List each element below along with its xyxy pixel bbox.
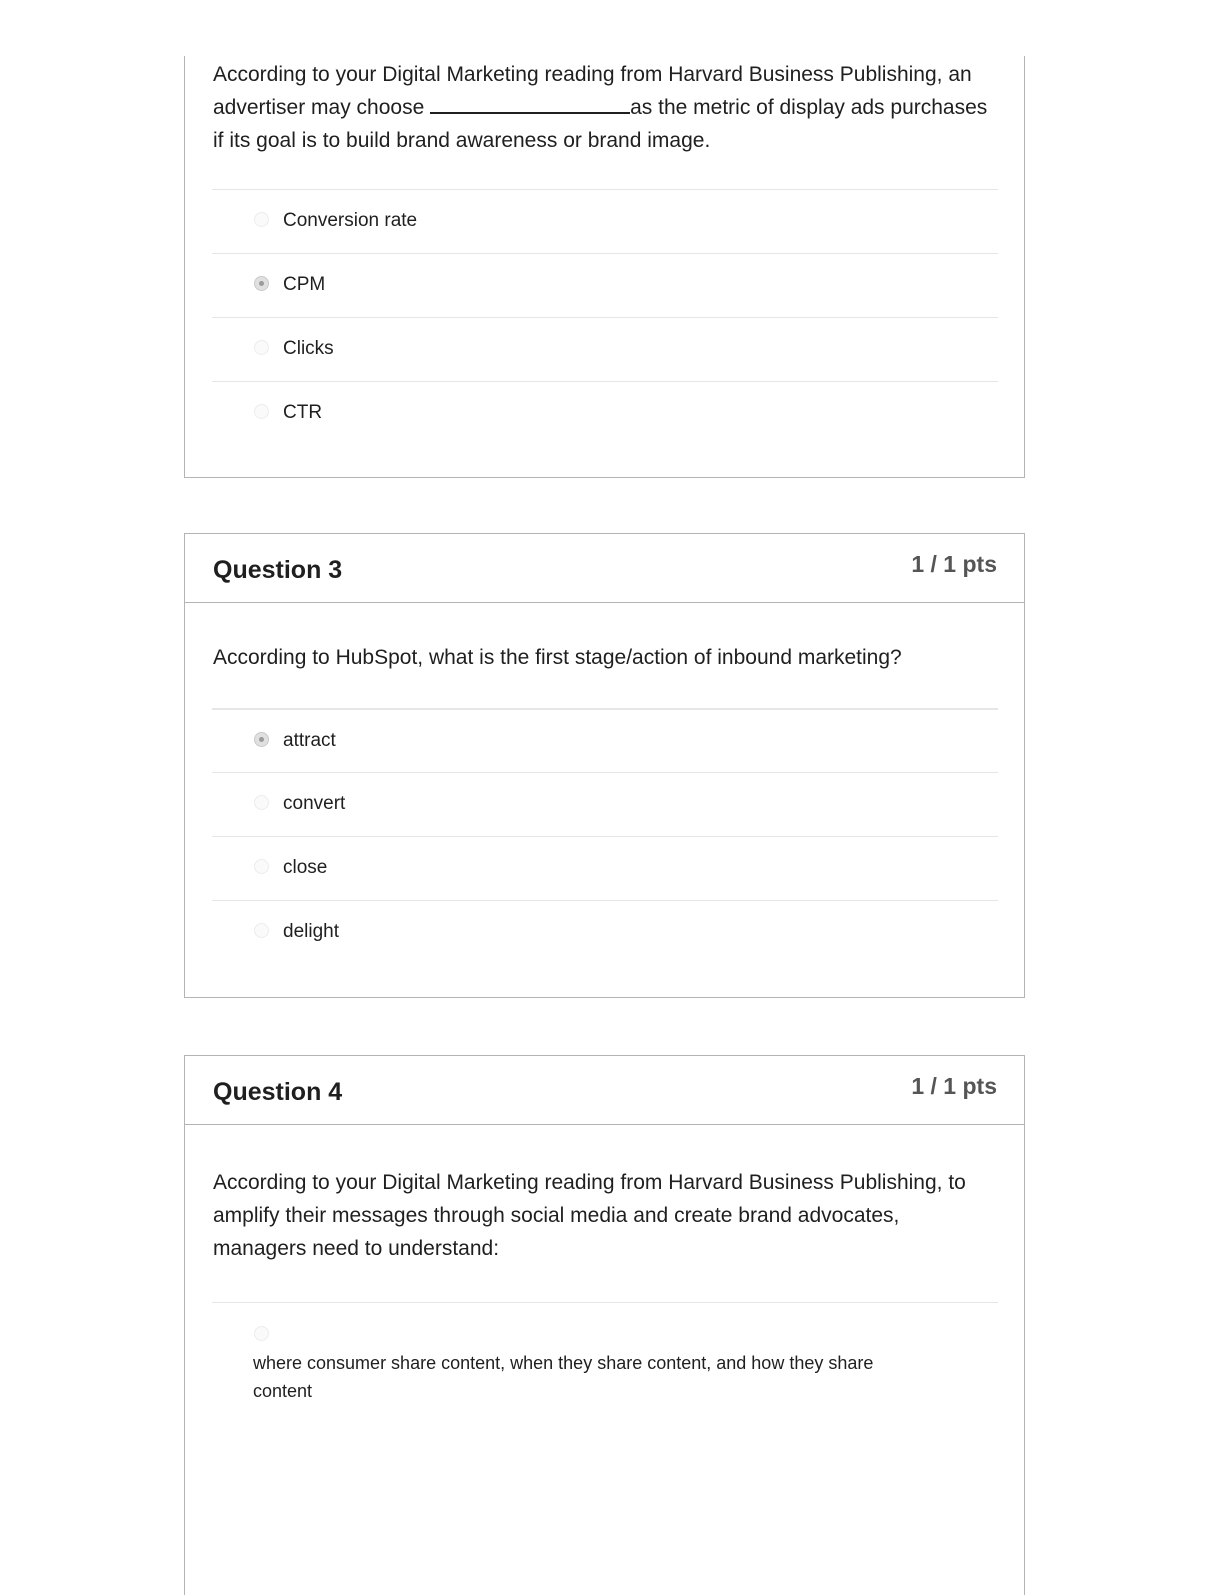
radio-button[interactable] [254, 859, 269, 874]
answer-option[interactable] [212, 1302, 998, 1422]
question-4-text: According to your Digital Marketing reading from Harvard Business Publishing, to amplify their messages through social media and create brand advocates, managers need to understand: [213, 1171, 966, 1260]
question-points: 1 / 1 pts [911, 551, 997, 577]
answer-label: delight [283, 921, 339, 942]
question-2-card [184, 56, 1025, 478]
answer-label: convert [283, 793, 346, 814]
answer-option[interactable] [212, 900, 998, 964]
answer-option[interactable] [212, 253, 998, 317]
question-title: Question 3 [213, 556, 343, 584]
answer-label: where consumer share content, when they share content, and how they share content [253, 1353, 874, 1401]
question-2-text: According to your Digital Marketing reading from Harvard Business Publishing, an advertiser may choose as the metric of display ads purchases if its goal is to build brand awareness or brand image. [213, 63, 988, 152]
radio-button[interactable] [254, 795, 269, 810]
radio-button-selected[interactable] [254, 276, 269, 291]
answer-label: close [283, 857, 328, 878]
answer-option[interactable] [212, 708, 998, 772]
answer-option[interactable] [212, 836, 998, 900]
question-3-text: According to HubSpot, what is the first stage/action of inbound marketing? [213, 646, 902, 669]
answer-label: CTR [283, 402, 323, 423]
question-3-card [184, 533, 1025, 998]
question-2-answers [212, 189, 998, 445]
answer-option[interactable] [212, 772, 998, 836]
question-points: 1 / 1 pts [911, 1073, 997, 1099]
fill-in-blank [430, 92, 630, 114]
question-title: Question 4 [213, 1078, 343, 1106]
question-header [185, 534, 1024, 603]
radio-button[interactable] [254, 212, 269, 227]
answer-label: Clicks [283, 338, 334, 359]
question-header [185, 1056, 1024, 1125]
radio-button-selected[interactable] [254, 732, 269, 747]
answer-option[interactable] [212, 317, 998, 381]
question-4-answers [212, 1302, 998, 1422]
answer-label: CPM [283, 274, 326, 295]
question-4-card [184, 1055, 1025, 1595]
radio-button[interactable] [254, 404, 269, 419]
radio-button[interactable] [254, 923, 269, 938]
question-3-answers [212, 708, 998, 964]
answer-label: Conversion rate [283, 210, 418, 231]
answer-option[interactable] [212, 381, 998, 445]
radio-button[interactable] [254, 1326, 269, 1341]
radio-button[interactable] [254, 340, 269, 355]
answer-label: attract [283, 730, 336, 751]
answer-option[interactable] [212, 189, 998, 253]
